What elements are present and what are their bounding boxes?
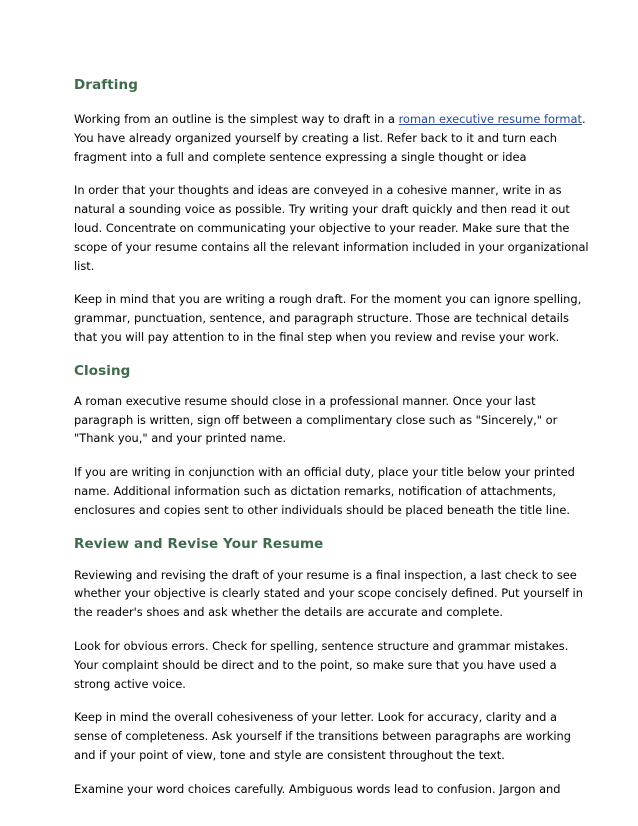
drafting-p1-line-3: fragment into a full and complete sentence expressing a single thought or idea xyxy=(74,149,527,164)
drafting-p2-line: loud. Concentrate on communicating your objective to your reader. Make sure that the xyxy=(74,220,570,235)
closing-p2-line: enclosures and copies sent to other individuals should be placed beneath the title line. xyxy=(74,502,570,517)
heading-closing: Closing xyxy=(74,362,131,379)
review-p2-line: strong active voice. xyxy=(74,676,186,691)
drafting-paragraph-2 xyxy=(74,181,589,275)
review-p1-line: whether your objective is clearly stated and your scope concisely defined. Put yourself in xyxy=(74,586,583,601)
resume-format-link[interactable]: roman executive resume format xyxy=(398,112,582,126)
drafting-p1-line-2: You have already organized yourself by creating a list. Refer back to it and turn each xyxy=(74,130,558,145)
review-p3-line: Keep in mind the overall cohesiveness of your letter. Look for accuracy, clarity and a xyxy=(74,710,557,725)
review-p1-line: the reader's shoes and ask whether the details are accurate and complete. xyxy=(74,605,504,620)
review-paragraph-1 xyxy=(74,566,583,622)
review-p3-line: sense of completeness. Ask yourself if the transitions between paragraphs are working xyxy=(74,729,571,744)
drafting-p3-line: that you will pay attention to in the final step when you review and revise your work. xyxy=(74,329,560,344)
drafting-paragraph-1 xyxy=(74,110,586,166)
review-paragraph-4 xyxy=(74,780,574,799)
drafting-p1-line-1 xyxy=(74,110,586,129)
closing-paragraph-1 xyxy=(74,392,574,448)
drafting-p2-line: natural a sounding voice as possible. Try writing your draft quickly and then read it out xyxy=(74,202,570,217)
drafting-p2-line: scope of your resume contains all the relevant information included in your organizational xyxy=(74,239,589,254)
review-p1-line: Reviewing and revising the draft of your resume is a final inspection, a last check to see xyxy=(74,567,577,582)
drafting-p2-line: In order that your thoughts and ideas are conveyed in a cohesive manner, write in as xyxy=(74,183,562,198)
drafting-p1-period: . xyxy=(581,112,586,126)
review-p2-line: Your complaint should be direct and to the point, so make sure that you have used a xyxy=(74,657,557,672)
heading-review-and-revise: Review and Revise Your Resume xyxy=(74,535,324,552)
drafting-p3-line: grammar, punctuation, sentence, and paragraph structure. Those are technical details xyxy=(74,311,569,326)
drafting-p3-line: Keep in mind that you are writing a rough draft. For the moment you can ignore spelling, xyxy=(74,292,582,307)
closing-p1-line: A roman executive resume should close in a professional manner. Once your last xyxy=(74,393,536,408)
heading-drafting: Drafting xyxy=(74,77,139,93)
document-page xyxy=(74,64,589,799)
closing-p2-line: name. Additional information such as dictation remarks, notification of attachments, xyxy=(74,483,557,498)
review-p2-line: Look for obvious errors. Check for spelling, sentence structure and grammar mistakes. xyxy=(74,638,569,653)
closing-paragraph-2 xyxy=(74,463,574,519)
review-p3-line: and if your point of view, tone and style are consistent throughout the text. xyxy=(74,747,505,762)
closing-p1-line: "Thank you," and your printed name. xyxy=(74,431,287,446)
review-paragraph-2 xyxy=(74,637,574,693)
drafting-p2-line: list. xyxy=(74,258,95,273)
closing-p1-line: paragraph is written, sign off between a complimentary close such as "Sincerely," or xyxy=(74,412,558,427)
review-p4-line: Examine your word choices carefully. Ambiguous words lead to confusion. Jargon and xyxy=(74,781,561,796)
drafting-paragraph-3 xyxy=(74,290,582,346)
review-paragraph-3 xyxy=(74,708,574,764)
drafting-p1-text: Working from an outline is the simplest way to draft in a xyxy=(74,112,399,126)
closing-p2-line: If you are writing in conjunction with an official duty, place your title below your printed xyxy=(74,465,575,480)
